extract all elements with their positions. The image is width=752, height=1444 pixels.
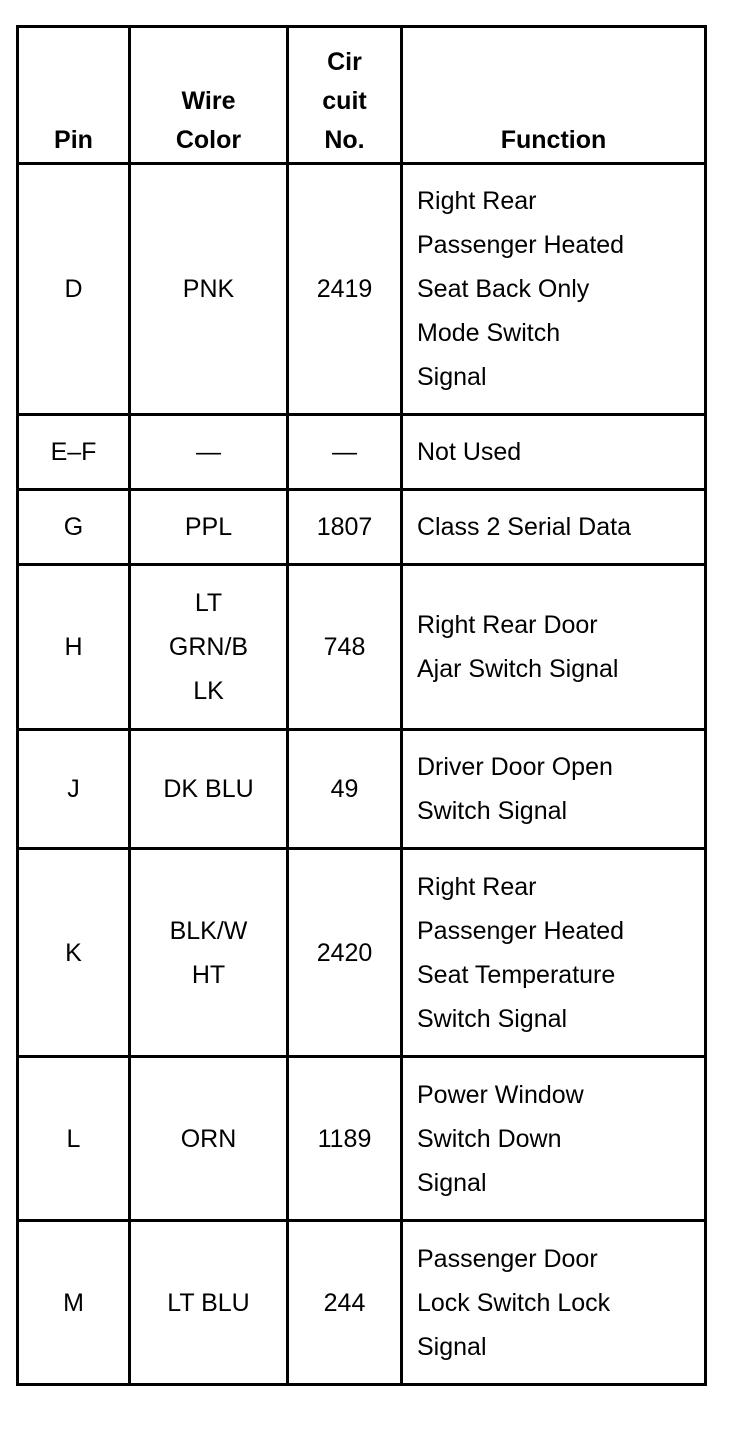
wire-color-cell: LT GRN/B LK xyxy=(130,565,288,730)
function-cell: Right Rear Passenger Heated Seat Temperature Switch Signal xyxy=(402,849,706,1057)
header-wire-color: Wire Color xyxy=(130,27,288,164)
table-row xyxy=(18,164,706,415)
pin-cell: K xyxy=(18,849,130,1057)
connector-pinout-table xyxy=(16,25,707,1386)
header-function: Function xyxy=(402,27,706,164)
pin-cell: L xyxy=(18,1057,130,1221)
wire-color-cell: PNK xyxy=(130,164,288,415)
wire-color-cell: DK BLU xyxy=(130,730,288,849)
pin-cell: J xyxy=(18,730,130,849)
header-row xyxy=(18,27,706,164)
table-row xyxy=(18,849,706,1057)
wire-color-cell: — xyxy=(130,415,288,490)
function-cell: Right Rear Door Ajar Switch Signal xyxy=(402,565,706,730)
table-header xyxy=(18,27,706,164)
pin-cell: G xyxy=(18,490,130,565)
circuit-cell: — xyxy=(288,415,402,490)
wire-color-cell: LT BLU xyxy=(130,1221,288,1385)
pin-cell: H xyxy=(18,565,130,730)
function-cell: Passenger Door Lock Switch Lock Signal xyxy=(402,1221,706,1385)
table-body xyxy=(18,164,706,1385)
table-row xyxy=(18,1057,706,1221)
wire-color-cell: PPL xyxy=(130,490,288,565)
function-cell: Driver Door Open Switch Signal xyxy=(402,730,706,849)
pin-cell: E–F xyxy=(18,415,130,490)
header-pin: Pin xyxy=(18,27,130,164)
table-row xyxy=(18,565,706,730)
circuit-cell: 748 xyxy=(288,565,402,730)
pin-cell: M xyxy=(18,1221,130,1385)
table-row xyxy=(18,490,706,565)
circuit-cell: 49 xyxy=(288,730,402,849)
function-cell: Class 2 Serial Data xyxy=(402,490,706,565)
header-circuit-no: Cir cuit No. xyxy=(288,27,402,164)
wire-color-cell: ORN xyxy=(130,1057,288,1221)
pin-cell: D xyxy=(18,164,130,415)
table-row xyxy=(18,730,706,849)
circuit-cell: 2420 xyxy=(288,849,402,1057)
table-row xyxy=(18,415,706,490)
circuit-cell: 1807 xyxy=(288,490,402,565)
function-cell: Power Window Switch Down Signal xyxy=(402,1057,706,1221)
function-cell: Right Rear Passenger Heated Seat Back Only Mode Switch Signal xyxy=(402,164,706,415)
circuit-cell: 244 xyxy=(288,1221,402,1385)
wire-color-cell: BLK/W HT xyxy=(130,849,288,1057)
function-cell: Not Used xyxy=(402,415,706,490)
circuit-cell: 2419 xyxy=(288,164,402,415)
circuit-cell: 1189 xyxy=(288,1057,402,1221)
table-row xyxy=(18,1221,706,1385)
